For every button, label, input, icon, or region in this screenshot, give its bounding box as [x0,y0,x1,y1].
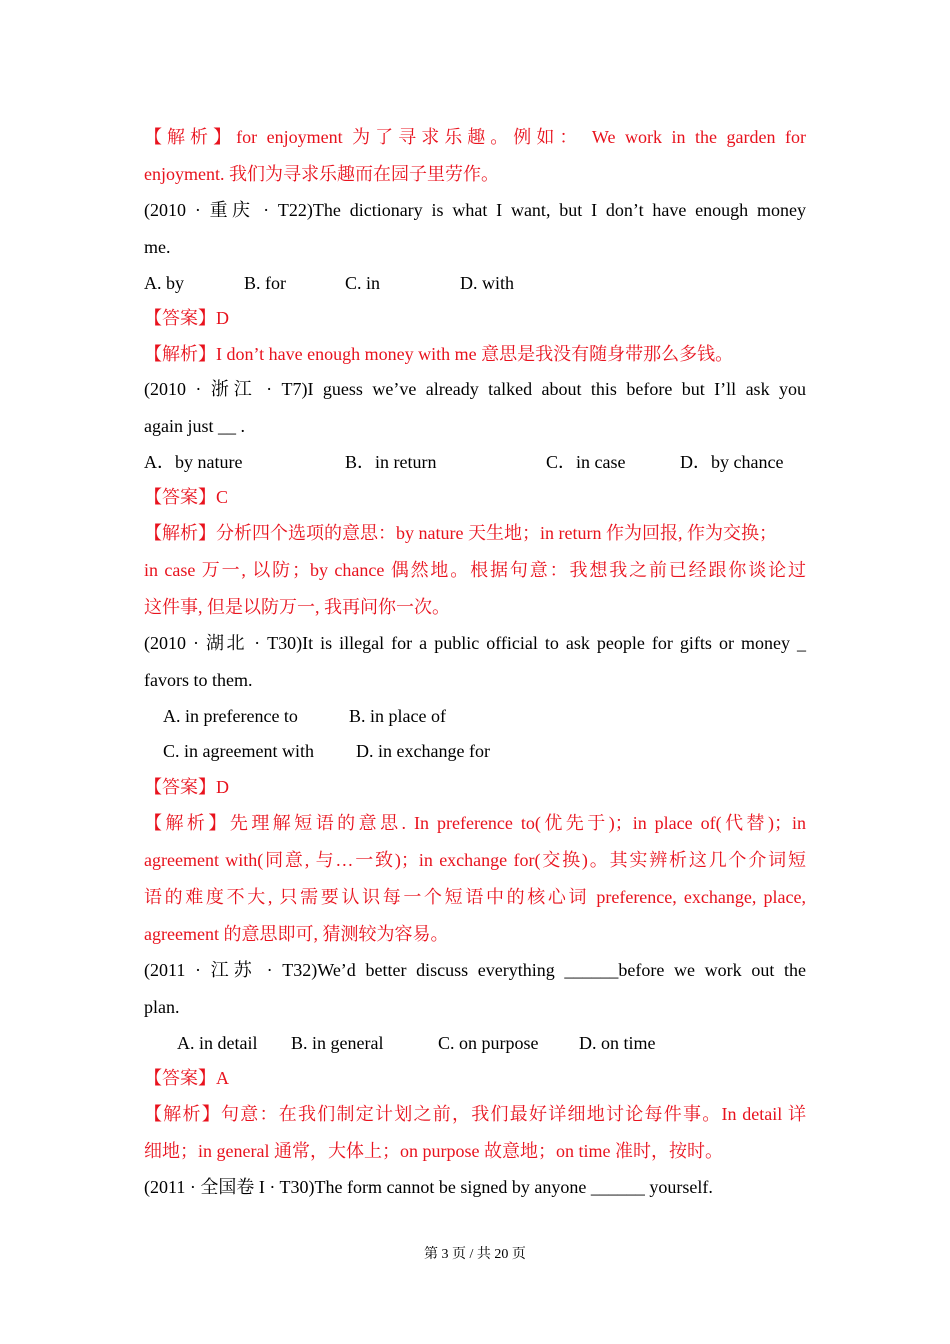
answer-line: 【答案】D [144,308,229,328]
option-d: D. in exchange for [356,741,490,761]
option-a: A. in preference to [163,706,298,726]
question-line: me. [144,237,171,257]
option-c: C. in agreement with [163,741,314,761]
question-line: (2010 · 湖北 · T30)It is illegal for a public official to ask people for gifts or money _ [144,633,806,653]
option-d: D．by chance [680,452,784,472]
option-b: B. for [244,273,286,293]
option-d: D. on time [579,1033,656,1053]
option-a: A. by [144,273,184,293]
option-b: B. in general [291,1033,384,1053]
explanation-line: 【解析】分析四个选项的意思：by nature 天生地；in return 作为回报, 作为交换； [144,523,777,543]
option-b: B．in return [345,452,437,472]
explanation-line: 【解析】for enjoyment 为了寻求乐趣。例如： We work in the garden for [144,127,806,147]
option-b: B. in place of [349,706,446,726]
question-line: (2010 · 重庆 · T22)The dictionary is what I want, but I don’t have enough money [144,200,806,220]
question-line: (2010 · 浙江 · T7)I guess we’ve already talked about this before but I’ll ask you [144,379,806,399]
explanation-line: 【解析】I don’t have enough money with me 意思是我没有随身带那么多钱。 [144,344,734,364]
answer-line: 【答案】C [144,487,229,507]
question-line: plan. [144,997,180,1017]
option-d: D. with [460,273,514,293]
explanation-line: enjoyment. 我们为寻求乐趣而在园子里劳作。 [144,164,499,184]
explanation-line: 【解析】先理解短语的意思. In preference to(优先于)；in place of(代替)；in [144,813,806,833]
explanation-line: 【解析】句意：在我们制定计划之前，我们最好详细地讨论每件事。In detail 详 [144,1104,806,1124]
explanation-line: 语的难度不大, 只需要认识每一个短语中的核心词 preference, exchange, place, [144,887,806,907]
question-line: (2011 · 江苏 · T32)We’d better discuss everything ______before we work out the [144,960,806,980]
explanation-line: 细地；in general 通常，大体上；on purpose 故意地；on time 准时，按时。 [144,1141,723,1161]
question-line: again just __ . [144,416,245,436]
option-a: A. in detail [177,1033,258,1053]
explanation-line: 这件事, 但是以防万一, 我再问你一次。 [144,597,450,617]
explanation-line: agreement with(同意, 与…一致)；in exchange for(交换)。其实辨析这几个介词短 [144,850,806,870]
question-line: favors to them. [144,670,253,690]
answer-line: 【答案】D [144,777,229,797]
option-c: C. on purpose [438,1033,539,1053]
option-c: C．in case [546,452,626,472]
option-c: C. in [345,273,381,293]
page-number-footer: 第 3 页 / 共 20 页 [424,1247,526,1262]
explanation-line: in case 万一, 以防；by chance 偶然地。根据句意：我想我之前已经跟你谈论过 [144,560,806,580]
explanation-line: agreement 的意思即可, 猜测较为容易。 [144,924,449,944]
option-a: A．by nature [144,452,243,472]
answer-line: 【答案】A [144,1068,229,1088]
question-line: (2011 · 全国卷 I · T30)The form cannot be signed by anyone ______ yourself. [144,1177,713,1197]
